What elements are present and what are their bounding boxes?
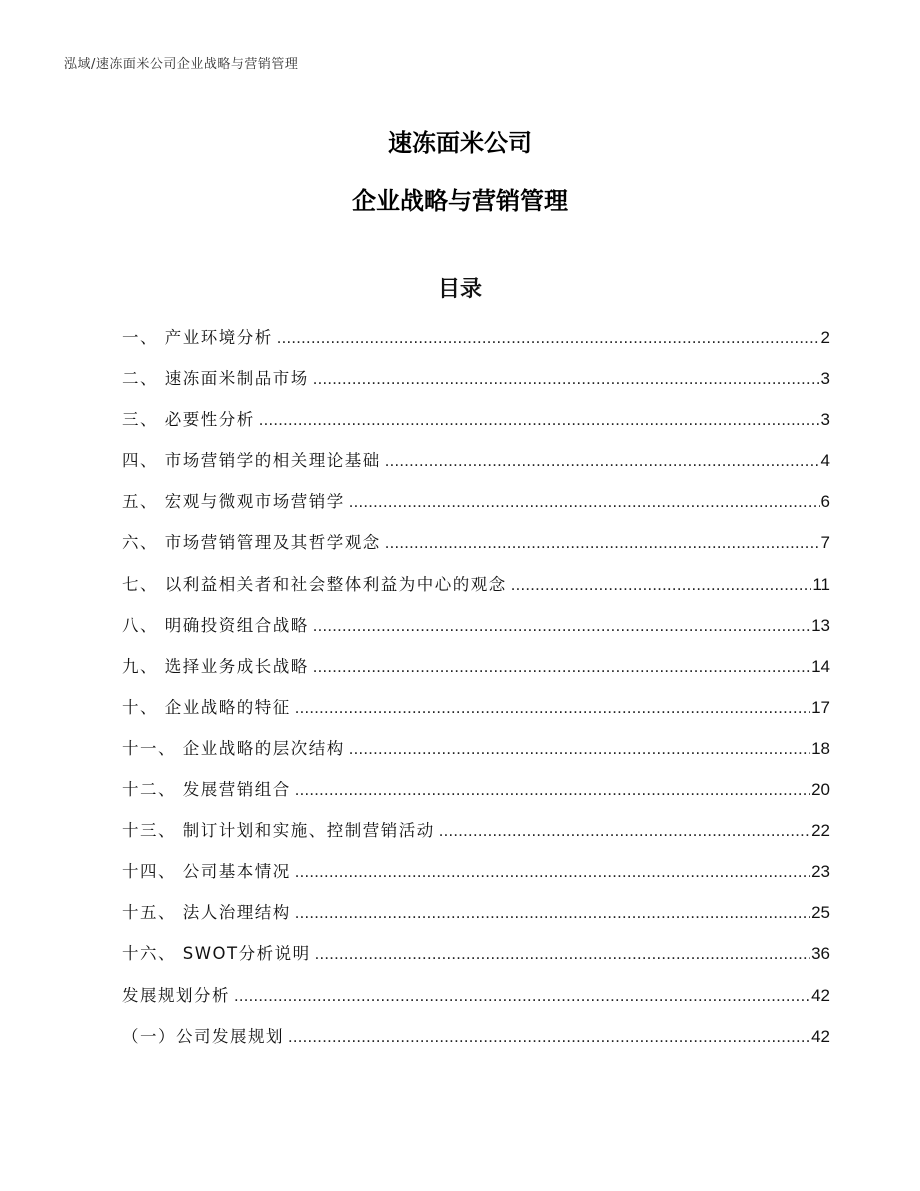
toc-entry-page: 23 (811, 862, 830, 882)
toc-entry[interactable] (122, 858, 830, 899)
toc-entry-label: 十六、 SWOT分析说明 (122, 944, 311, 964)
toc-entry[interactable] (122, 406, 830, 447)
dot-leader (313, 370, 820, 389)
dot-leader (349, 740, 810, 759)
toc-entry-label: 七、 以利益相关者和社会整体利益为中心的观念 (122, 574, 507, 594)
toc-entry-label: 十五、 法人治理结构 (122, 903, 291, 923)
toc-entry-page: 13 (811, 615, 830, 635)
toc-entry-page: 3 (820, 410, 830, 430)
dot-leader (315, 945, 810, 964)
toc-entry-label: 八、 明确投资组合战略 (122, 615, 309, 635)
dot-leader (313, 658, 810, 677)
toc-entry-page: 22 (811, 821, 830, 841)
toc-entry[interactable] (122, 899, 830, 940)
dot-leader (234, 987, 810, 1006)
dot-leader (288, 1028, 810, 1047)
toc-entry[interactable] (122, 982, 830, 1023)
dot-leader (385, 534, 820, 553)
toc-entry[interactable] (122, 1023, 830, 1064)
toc-entry[interactable] (122, 571, 830, 612)
toc-entry-page: 14 (811, 656, 830, 676)
toc-entry-label: 十、 企业战略的特征 (122, 697, 291, 717)
dot-leader (295, 699, 810, 718)
toc-entry-page: 4 (820, 451, 830, 471)
toc-entry[interactable] (122, 529, 830, 570)
toc-entry[interactable] (122, 817, 830, 858)
toc-entry-page: 25 (811, 903, 830, 923)
toc-entry-label: 五、 宏观与微观市场营销学 (122, 492, 345, 512)
toc-entry[interactable] (122, 735, 830, 776)
toc-entry-page: 3 (820, 369, 830, 389)
dot-leader (313, 617, 810, 636)
toc-entry-label: 四、 市场营销学的相关理论基础 (122, 451, 381, 471)
toc-entry-page: 17 (811, 697, 830, 717)
toc-entry-page: 42 (811, 1026, 830, 1046)
toc-entry[interactable] (122, 776, 830, 817)
toc-entry-page: 11 (812, 574, 830, 594)
running-header: 泓域/速冻面米公司企业战略与营销管理 (64, 57, 299, 72)
toc-entry-label: 三、 必要性分析 (122, 410, 255, 430)
toc-entry-page: 42 (811, 985, 830, 1005)
toc-entry-page: 36 (811, 944, 830, 964)
toc-entry-label: （一）公司发展规划 (122, 1026, 284, 1046)
table-of-contents (122, 324, 830, 1064)
toc-entry-label: 十四、 公司基本情况 (122, 862, 291, 882)
dot-leader (385, 452, 820, 471)
toc-entry-label: 十一、 企业战略的层次结构 (122, 738, 345, 758)
toc-entry-label: 六、 市场营销管理及其哲学观念 (122, 533, 381, 553)
toc-entry[interactable] (122, 694, 830, 735)
dot-leader (295, 904, 810, 923)
toc-entry-page: 6 (820, 492, 830, 512)
toc-entry[interactable] (122, 488, 830, 529)
dot-leader (295, 781, 810, 800)
toc-entry[interactable] (122, 653, 830, 694)
document-subtitle: 企业战略与营销管理 (352, 187, 568, 215)
toc-entry[interactable] (122, 940, 830, 981)
toc-entry-label: 十二、 发展营销组合 (122, 780, 291, 800)
toc-entry-page: 2 (820, 328, 830, 347)
dot-leader (277, 329, 820, 348)
dot-leader (349, 493, 820, 512)
dot-leader (295, 863, 810, 882)
toc-entry[interactable] (122, 612, 830, 653)
toc-entry[interactable] (122, 447, 830, 488)
toc-entry-page: 18 (811, 738, 830, 758)
toc-entry-label: 发展规划分析 (122, 985, 230, 1005)
toc-entry-label: 九、 选择业务成长战略 (122, 656, 309, 676)
toc-entry-label: 十三、 制订计划和实施、控制营销活动 (122, 821, 435, 841)
toc-entry[interactable] (122, 324, 830, 365)
toc-entry-label: 二、 速冻面米制品市场 (122, 369, 309, 389)
toc-entry-page: 20 (811, 780, 830, 800)
document-title: 速冻面米公司 (388, 129, 532, 157)
dot-leader (259, 411, 820, 430)
toc-entry-label: 一、 产业环境分析 (122, 328, 273, 347)
dot-leader (439, 822, 810, 841)
toc-entry-page: 7 (820, 533, 830, 553)
toc-entry[interactable] (122, 365, 830, 406)
toc-heading: 目录 (437, 277, 482, 302)
dot-leader (511, 576, 812, 595)
